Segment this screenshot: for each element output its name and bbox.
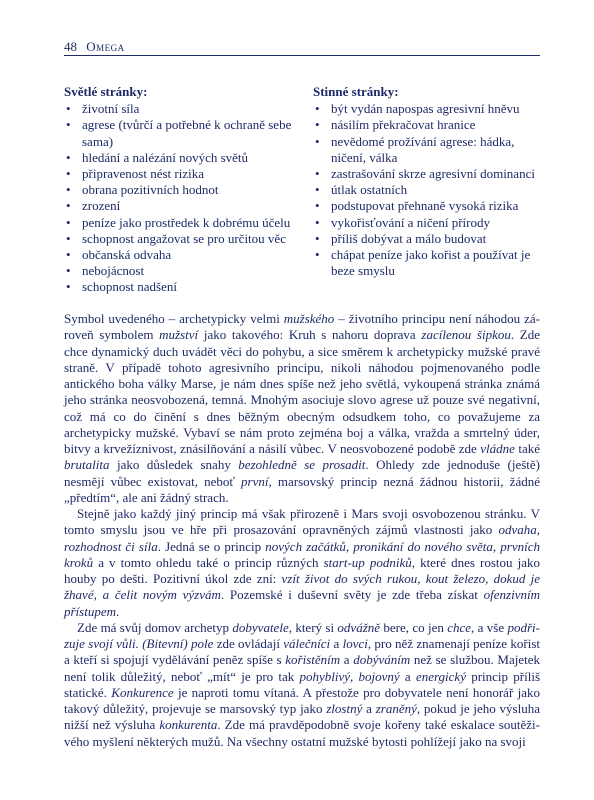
list-item: • schopnost nadšení [64,279,296,295]
list-item: • příliš dobývat a málo budovat [313,231,541,247]
header-rule [64,55,540,56]
list-item: • peníze jako prostředek k dobrému účelu [64,215,296,231]
list-item: • chápat peníze jako kořist a používat je beze smyslu [313,247,541,279]
list-item: • útlak ostatních [313,182,541,198]
paragraph-2: Stejně jako každý jiný princip má však přirozeně i Mars svoji osvobozenou stránku. V tomto smyslu jsou ve hře při prosazování opravněných zájmů vlastnosti jako odvaha, rozhodnost či síla. Jedná se o princip nových začátků, pronikání do nového světa, prvních kroků a v tomto ohledu také o princip různých start-up podniků, které dnes rostou jako houby po dešti. Pozitivní úkol zde zní: vzít život do svých rukou, kout železo, dokud je žhavé, a čelit novým výzvám. Pozemské i duševní světy je zde třeba získat ofenzivním přístupem. [64,506,540,619]
list-item: • nevědomé prožívání agrese: hádka, ničení, válka [313,134,541,166]
list-item: • agrese (tvůrčí a potřebné k ochraně sebe sama) [64,117,296,149]
shadow-side-list [313,101,541,279]
list-item: • hledání a nalézání nových světů [64,150,296,166]
paragraph-1: Symbol uvedeného – archetypicky velmi mužského – životního principu není náhodou zároveň symbolem mužství jako takového: Kruh s nahoru doprava zacílenou šipkou. Zde chce dynamický duch uvádět věci do pohybu, a sice směrem k archetypicky mužské pravé straně. V případě tohoto agresivního principu, nikoli náhodou pojmenovaného podle antického boha války Marse, je nám dnes spíše než jeho světlá, vykoupená stránka známá jeho stránka neosvobozená, temná. Mnohým asociuje slovo agrese už pouze své negativní, což má co do činění s dnes běžným obecným odsudkem toho, co považujeme za archetypicky mužské. Vybaví se nám proto zejména boj a válka, vražda a smrtelný úder, bitvy a krvežíznivost, znásilňování a násilí vůbec. V neosvobozené podobě zde vládne také brutalita jako důsledek snahy bezohledně se prosadit. Ohledy zde jednoduše (ještě) nesmějí vůbec existovat, neboť první, marsovský princip nezná žádnou historii, žádné „předtím“, ale ani žádný strach. [64,311,541,505]
bright-side-heading: Světlé stránky: [64,84,148,99]
list-item: • nebojácnost [64,263,296,279]
list-item: • podstupovat přehnaně vysoká rizika [313,198,541,214]
list-item: • zrození [64,198,296,214]
running-title: Omega [86,39,125,54]
body-text [64,311,540,750]
list-item: • být vydán napospas agresivní hněvu [313,101,541,117]
page-number: 48 [64,39,77,54]
list-item: • schopnost angažovat se pro určitou věc [64,231,296,247]
bright-side-list [64,101,296,295]
paragraph-3: Zde má svůj domov archetyp dobyvatele, který si odvážně bere, co jen chce, a vše podřizuje svojí vůli. (Bitevní) pole zde ovládají válečníci a lovci, pro něž znamenají peníze kořist a kteří si spojují vydělávání peněz spíše s kořistěním a dobýváním než se službou. Majetek není tolik důležitý, neboť „mít“ je pro tak pohyblivý, bojovný a energický princip příliš statické. Konkurence je naproti tomu vítaná. A přestože pro dobyvatele není honorář jako takový důležitý, projevuje se marsovský typ jako zlostný a zraněný, pokud je jeho výsluha nižší než výsluha konkurenta. Zde má pravděpodobně svoje kořeny také eskalace soutěživého myšlení některých mužů. Na všechny ostatní mužské bytosti pohlížejí jako na svoji [64,619,541,749]
bright-side-column [64,84,296,296]
list-item: • obrana pozitivních hodnot [64,182,296,198]
shadow-side-column [313,84,541,279]
list-item: • životní síla [64,101,296,117]
list-item: • zastrašování skrze agresivní dominanci [313,166,541,182]
shadow-side-heading: Stinné stránky: [313,84,399,99]
list-item: • vykořisťování a ničení přírody [313,215,541,231]
list-item: • násilím překračovat hranice [313,117,541,133]
list-item: • občanská odvaha [64,247,296,263]
list-item: • připravenost nést rizika [64,166,296,182]
running-header [64,39,540,55]
